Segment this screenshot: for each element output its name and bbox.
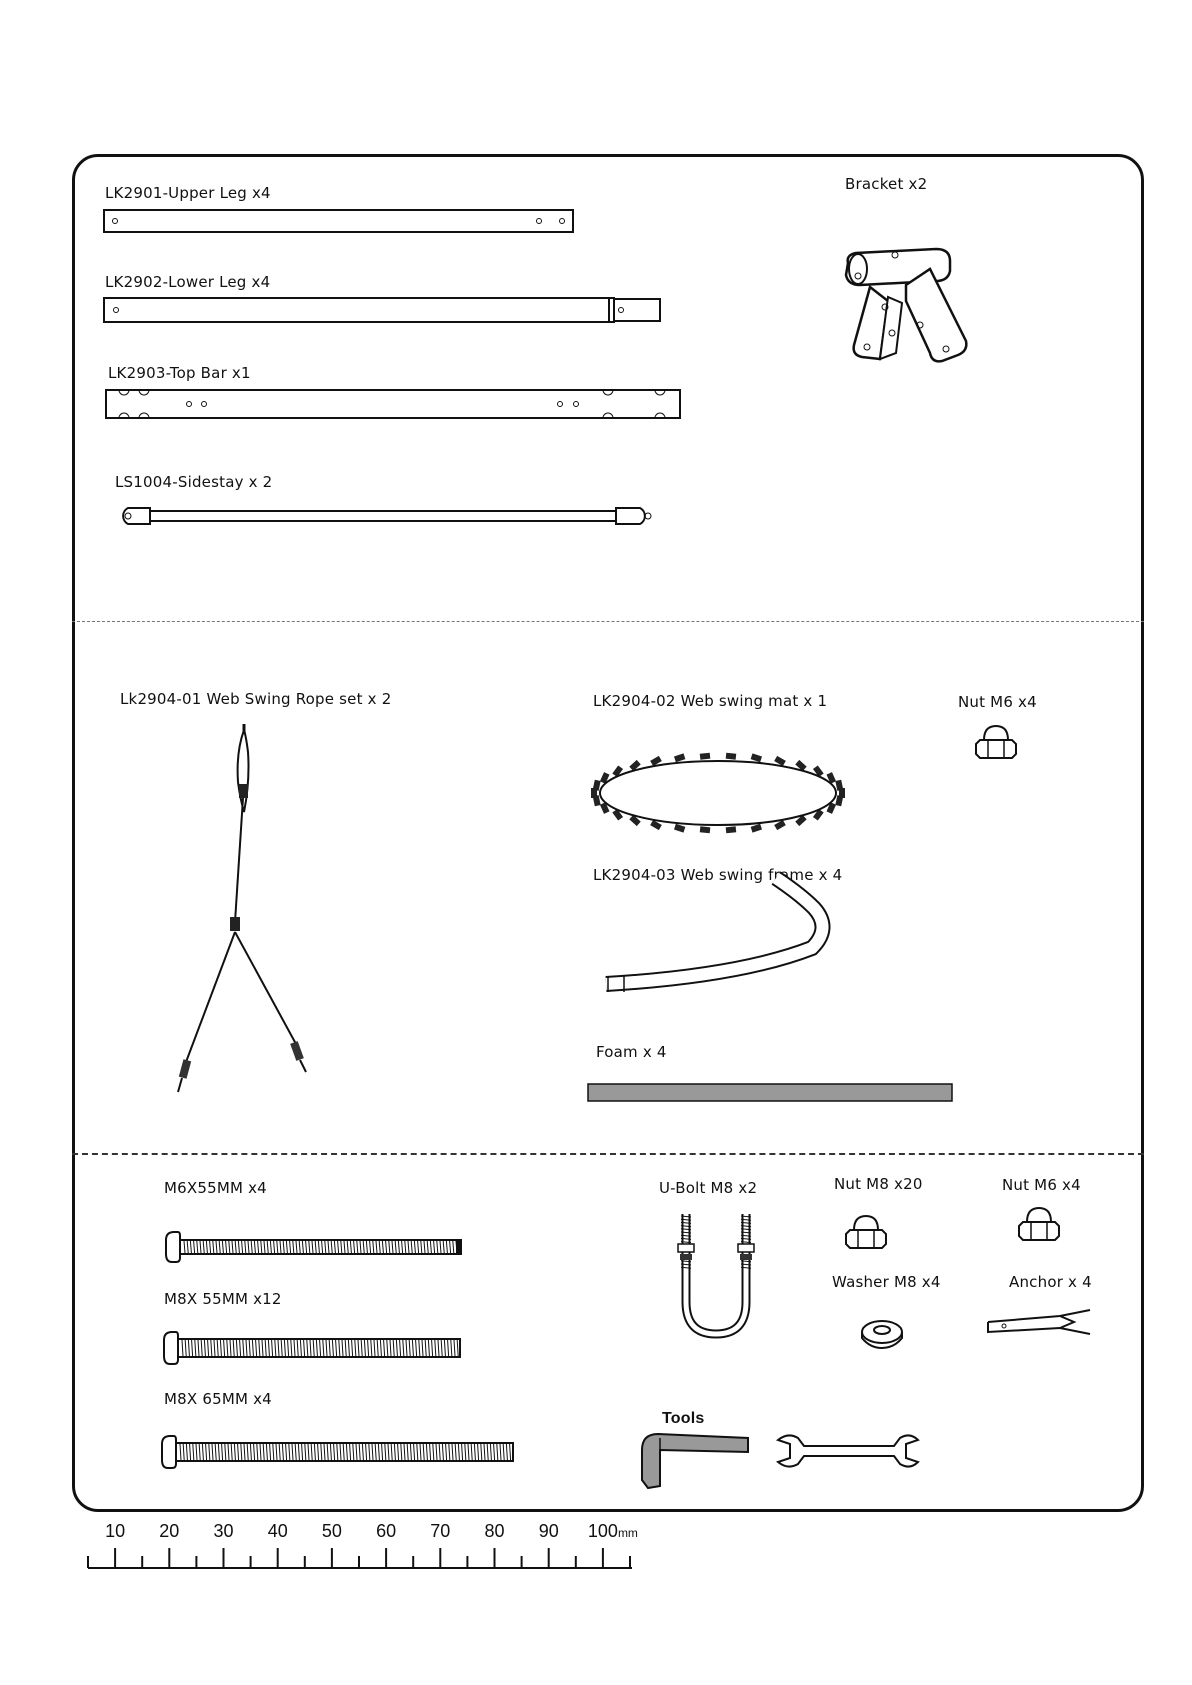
- rope-set-label: Lk2904-01 Web Swing Rope set x 2: [120, 690, 392, 708]
- ruler-tick-label: 100mm: [587, 1521, 638, 1541]
- nut-m6-bottom-label: Nut M6 x4: [1002, 1176, 1081, 1194]
- swing-frame-label: LK2904-03 Web swing frame x 4: [593, 866, 843, 884]
- foam-drawing: [587, 1083, 955, 1103]
- top-bar-drawing: [105, 388, 683, 422]
- tools-label: Tools: [662, 1410, 705, 1427]
- mat-spring-hook: [835, 780, 843, 791]
- bolt-m8x55-label: M8X 55MM x12: [164, 1290, 282, 1308]
- mat-spring-hook: [700, 753, 711, 760]
- u-bolt-drawing: [676, 1210, 756, 1340]
- hex-key-icon: [640, 1432, 752, 1490]
- bolt-m8x65-drawing: [160, 1434, 516, 1472]
- mat-spring-hook: [593, 780, 601, 791]
- ruler-tick-label: 60: [376, 1521, 397, 1541]
- mat-spring-hook: [726, 826, 737, 833]
- washer-drawing: [858, 1316, 906, 1350]
- ruler-unit: mm: [617, 1526, 638, 1540]
- upper-leg-label: LK2901-Upper Leg x4: [105, 184, 271, 202]
- nut-m6-bottom-drawing: [1015, 1204, 1065, 1246]
- bolt-m8x65-label: M8X 65MM x4: [164, 1390, 272, 1408]
- mat-spring-hook: [726, 753, 737, 760]
- bolt-m6x55-label: M6X55MM x4: [164, 1179, 267, 1197]
- sidestay-drawing: [114, 502, 658, 532]
- mat-spring-hook: [674, 824, 685, 833]
- section-divider-1: [72, 621, 1144, 622]
- ruler-tick-label: 50: [321, 1521, 342, 1541]
- ruler-tick-label: 30: [213, 1521, 234, 1541]
- anchor-drawing: [986, 1308, 1098, 1338]
- foam-label: Foam x 4: [596, 1043, 667, 1061]
- lower-leg-label: LK2902-Lower Leg x4: [105, 273, 271, 291]
- wrench-icon: [776, 1430, 920, 1472]
- ruler-tick-label: 90: [538, 1521, 559, 1541]
- bracket-drawing: [836, 245, 976, 380]
- nut-m6-mid-label: Nut M6 x4: [958, 693, 1037, 711]
- bolt-m8x55-drawing: [162, 1330, 464, 1366]
- lower-leg-drawing: [103, 296, 663, 326]
- swing-frame-drawing: [600, 868, 836, 1002]
- ruler-tick-label: 70: [430, 1521, 451, 1541]
- sidestay-label: LS1004-Sidestay x 2: [115, 473, 273, 491]
- ruler-tick-label: 40: [267, 1521, 288, 1541]
- anchor-label: Anchor x 4: [1009, 1273, 1092, 1291]
- bracket-label: Bracket x2: [845, 175, 928, 193]
- upper-leg-drawing: [103, 208, 575, 236]
- section-divider-2: [72, 1153, 1144, 1155]
- washer-label: Washer M8 x4: [832, 1273, 941, 1291]
- mat-spring-hook: [835, 795, 843, 806]
- mat-spring-hook: [751, 753, 762, 762]
- u-bolt-label: U-Bolt M8 x2: [659, 1179, 758, 1197]
- mat-spring-hook: [751, 824, 762, 833]
- nut-m8-label: Nut M8 x20: [834, 1175, 923, 1193]
- swing-mat-drawing: [590, 752, 846, 836]
- nut-m6-mid-drawing: [972, 722, 1022, 764]
- ruler-tick-label: 20: [159, 1521, 180, 1541]
- ruler-tick-label: 80: [484, 1521, 505, 1541]
- swing-mat-label: LK2904-02 Web swing mat x 1: [593, 692, 828, 710]
- bolt-m6x55-drawing: [164, 1230, 466, 1264]
- ruler-tick-label: 10: [105, 1521, 126, 1541]
- rope-set-drawing: [170, 722, 330, 1100]
- mat-spring-hook: [674, 753, 685, 762]
- mat-spring-hook: [700, 826, 711, 833]
- top-bar-label: LK2903-Top Bar x1: [108, 364, 251, 382]
- nut-m8-drawing: [842, 1212, 892, 1254]
